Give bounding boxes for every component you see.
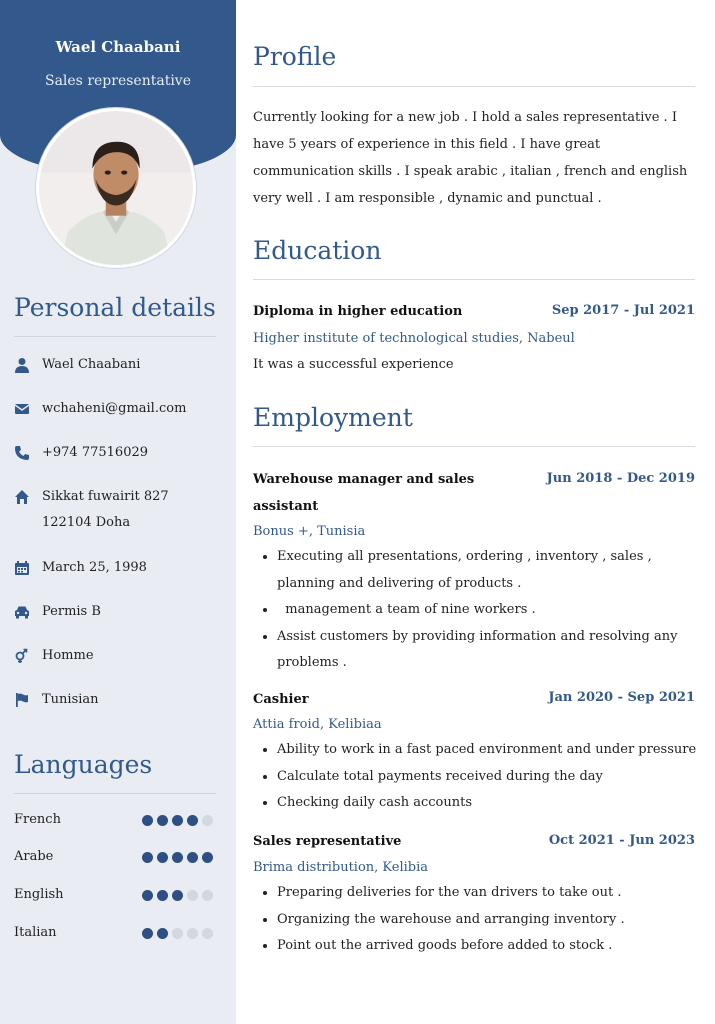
languages-heading: Languages <box>14 750 153 779</box>
job-company: Attia froid, Kelibiaa <box>253 717 382 732</box>
personal-item-text: +974 77516029 <box>42 445 149 460</box>
job-bullet: • management a team of nine workers . <box>277 597 697 624</box>
personal-details-heading: Personal details <box>14 293 216 322</box>
job-date: Oct 2021 - Jun 2023 <box>548 833 695 848</box>
personal-item-gender <box>12 647 222 669</box>
personal-item-text: Wael Chaabani <box>42 357 141 372</box>
job-bullet: • Executing all presentations, ordering , inventory , sales , planning and delivering of products . <box>277 544 697 597</box>
divider <box>14 336 216 337</box>
rating-dot-filled <box>142 815 153 826</box>
rating-dot-filled <box>157 852 168 863</box>
personal-item-birthdate <box>12 559 222 581</box>
job-company: Bonus +, Tunisia <box>253 524 366 539</box>
rating-dot-filled <box>142 890 153 901</box>
rating-dot-filled <box>142 928 153 939</box>
personal-item-text: March 25, 1998 <box>42 560 147 575</box>
rating-dot-empty <box>172 928 183 939</box>
gender-icon <box>12 647 32 665</box>
candidate-title: Sales representative <box>44 73 191 89</box>
rating-dot-empty <box>187 890 198 901</box>
divider <box>253 279 695 280</box>
rating-dot-filled <box>187 852 198 863</box>
personal-item-text: Sikkat fuwairit 827 122104 Doha <box>42 489 169 530</box>
job-bullets <box>253 544 697 677</box>
personal-item-address <box>12 488 222 536</box>
flag-icon <box>12 691 32 709</box>
job-bullet: • Calculate total payments received during the day <box>277 764 697 791</box>
language-level-rating <box>142 890 217 901</box>
language-level-rating <box>142 852 217 863</box>
language-name: French <box>14 812 61 827</box>
personal-item-license <box>12 603 222 625</box>
rating-dot-filled <box>202 852 213 863</box>
employment-heading: Employment <box>253 403 413 432</box>
sidebar <box>0 0 236 1024</box>
personal-item-email <box>12 400 222 422</box>
rating-dot-empty <box>202 815 213 826</box>
personal-item-text: wchaheni@gmail.com <box>42 401 187 416</box>
language-name: Arabe <box>14 849 54 864</box>
divider <box>14 793 216 794</box>
education-title: Diploma in higher education <box>253 304 463 319</box>
personal-item-name <box>12 356 222 378</box>
rating-dot-filled <box>172 815 183 826</box>
language-level-rating <box>142 928 217 939</box>
personal-item-text: Permis B <box>42 604 101 619</box>
education-description: It was a successful experience <box>253 357 454 372</box>
personal-item-text: Tunisian <box>42 692 99 707</box>
language-row <box>14 887 219 907</box>
envelope-icon <box>12 400 32 418</box>
avatar <box>36 108 196 268</box>
job-title-line: Warehouse manager and sales <box>253 472 475 487</box>
language-row <box>14 925 219 945</box>
language-row <box>14 849 219 869</box>
personal-item-nationality <box>12 691 222 713</box>
profile-text: Currently looking for a new job . I hold a sales representative . I have 5 years of experience in this field . I have great communication skills . I speak arabic , italian , french and english very well . I am responsible , dynamic and punctual . <box>253 110 688 206</box>
rating-dot-filled <box>142 852 153 863</box>
rating-dot-filled <box>157 815 168 826</box>
calendar-icon <box>12 559 32 577</box>
job-bullets <box>253 737 697 817</box>
job-bullet: • Point out the arrived goods before added to stock . <box>277 933 697 960</box>
education-date: Sep 2017 - Jul 2021 <box>551 303 695 318</box>
rating-dot-filled <box>157 928 168 939</box>
job-date: Jun 2018 - Dec 2019 <box>546 471 695 486</box>
profile-photo <box>39 111 193 265</box>
language-name: Italian <box>14 925 57 940</box>
rating-dot-filled <box>172 890 183 901</box>
rating-dot-filled <box>172 852 183 863</box>
job-bullet: • Assist customers by providing information and resolving any problems . <box>277 624 697 677</box>
user-icon <box>12 356 32 374</box>
job-bullets <box>253 880 697 960</box>
language-row <box>14 812 219 832</box>
education-institution: Higher institute of technological studies, Nabeul <box>253 331 575 346</box>
language-level-rating <box>142 815 217 826</box>
personal-item-text: Homme <box>42 648 94 663</box>
divider <box>253 446 695 447</box>
education-heading: Education <box>253 236 382 265</box>
phone-icon <box>12 444 32 462</box>
job-company: Brima distribution, Kelibia <box>253 860 429 875</box>
rating-dot-filled <box>157 890 168 901</box>
job-bullet: • Organizing the warehouse and arranging inventory . <box>277 907 697 934</box>
job-title: Cashier <box>253 692 309 707</box>
job-bullet: • Preparing deliveries for the van drivers to take out . <box>277 880 697 907</box>
job-bullet: • Ability to work in a fast paced environment and under pressure <box>277 737 697 764</box>
candidate-name: Wael Chaabani <box>55 38 181 56</box>
job-title-line: assistant <box>253 499 319 514</box>
car-icon <box>12 603 32 621</box>
rating-dot-empty <box>202 890 213 901</box>
job-title <box>253 466 474 520</box>
rating-dot-empty <box>187 928 198 939</box>
job-date: Jan 2020 - Sep 2021 <box>548 690 695 705</box>
language-name: English <box>14 887 64 902</box>
main-content <box>236 0 715 1024</box>
rating-dot-filled <box>187 815 198 826</box>
divider <box>253 86 695 87</box>
personal-item-phone <box>12 444 222 466</box>
job-bullet: • Checking daily cash accounts <box>277 790 697 817</box>
job-title: Sales representative <box>253 834 402 849</box>
rating-dot-empty <box>202 928 213 939</box>
home-icon <box>12 488 32 506</box>
profile-heading: Profile <box>253 42 337 71</box>
